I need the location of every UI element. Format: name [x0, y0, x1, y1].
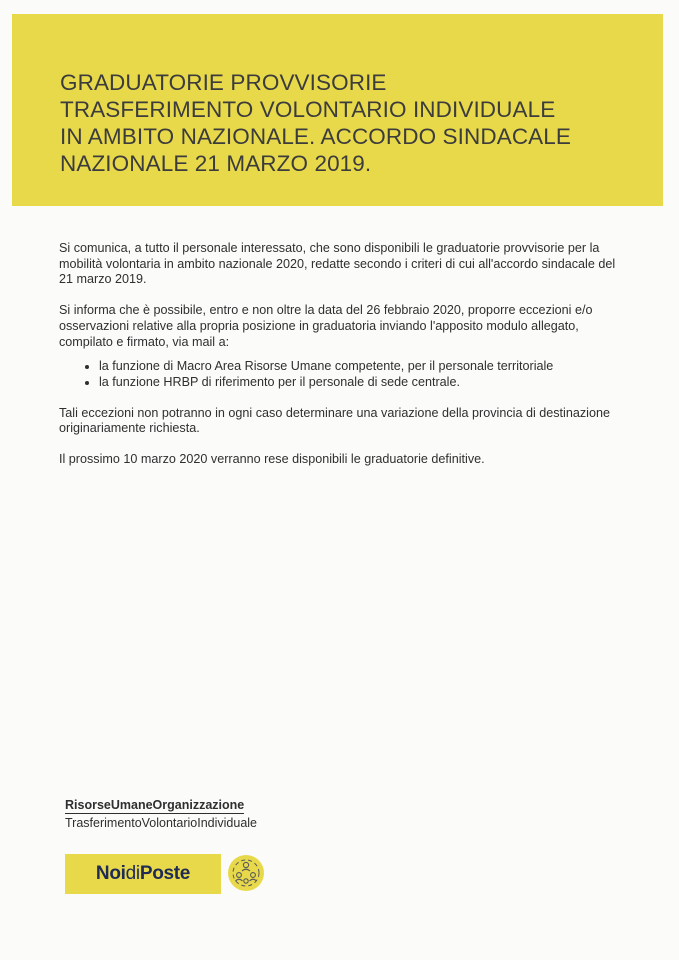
title-banner [12, 14, 663, 206]
list-item: • la funzione HRBP di riferimento per il personale di sede centrale. [99, 375, 619, 391]
document-body [59, 241, 619, 483]
title-line: NAZIONALE 21 MARZO 2019. [60, 151, 372, 176]
noidiposte-logo [65, 854, 221, 894]
paragraph-availability: Si comunica, a tutto il personale interessato, che sono disponibili le graduatorie provvisorie per la mobilità volontaria in ambito nazionale 2020, redatte secondo i criteri di cui all'accordo sindacale del 21 marzo 2019. [59, 241, 616, 287]
paragraph-final-date: Il prossimo 10 marzo 2020 verranno rese disponibili le graduatorie definitive. [59, 452, 485, 467]
title-line: GRADUATORIE PROVVISORIE [60, 70, 387, 95]
title-line: IN AMBITO NAZIONALE. ACCORDO SINDACALE [60, 124, 571, 149]
department-subtitle: TrasferimentoVolontarioIndividuale [65, 816, 258, 830]
paragraph-limitation: Tali eccezioni non potranno in ogni caso determinare una variazione della provincia di destinazione originariamente richiesta. [59, 405, 610, 436]
document-title [60, 69, 650, 177]
list-item: • la funzione di Macro Area Risorse Umane competente, per il personale territoriale [99, 359, 619, 375]
people-circle-icon [227, 854, 265, 892]
paragraph-objections: Si informa che è possibile, entro e non oltre la data del 26 febbraio 2020, proporre eccezioni e/o osservazioni relative alla propria posizione in graduatoria inviando l'apposito modulo allegato, compilato e firmato, via mail a: [59, 303, 593, 349]
recipients-list [59, 359, 619, 390]
logo-text: NoidiPoste [95, 863, 191, 884]
department-label: RisorseUmaneOrganizzazione [65, 798, 245, 812]
title-line: TRASFERIMENTO VOLONTARIO INDIVIDUALE [60, 97, 556, 122]
